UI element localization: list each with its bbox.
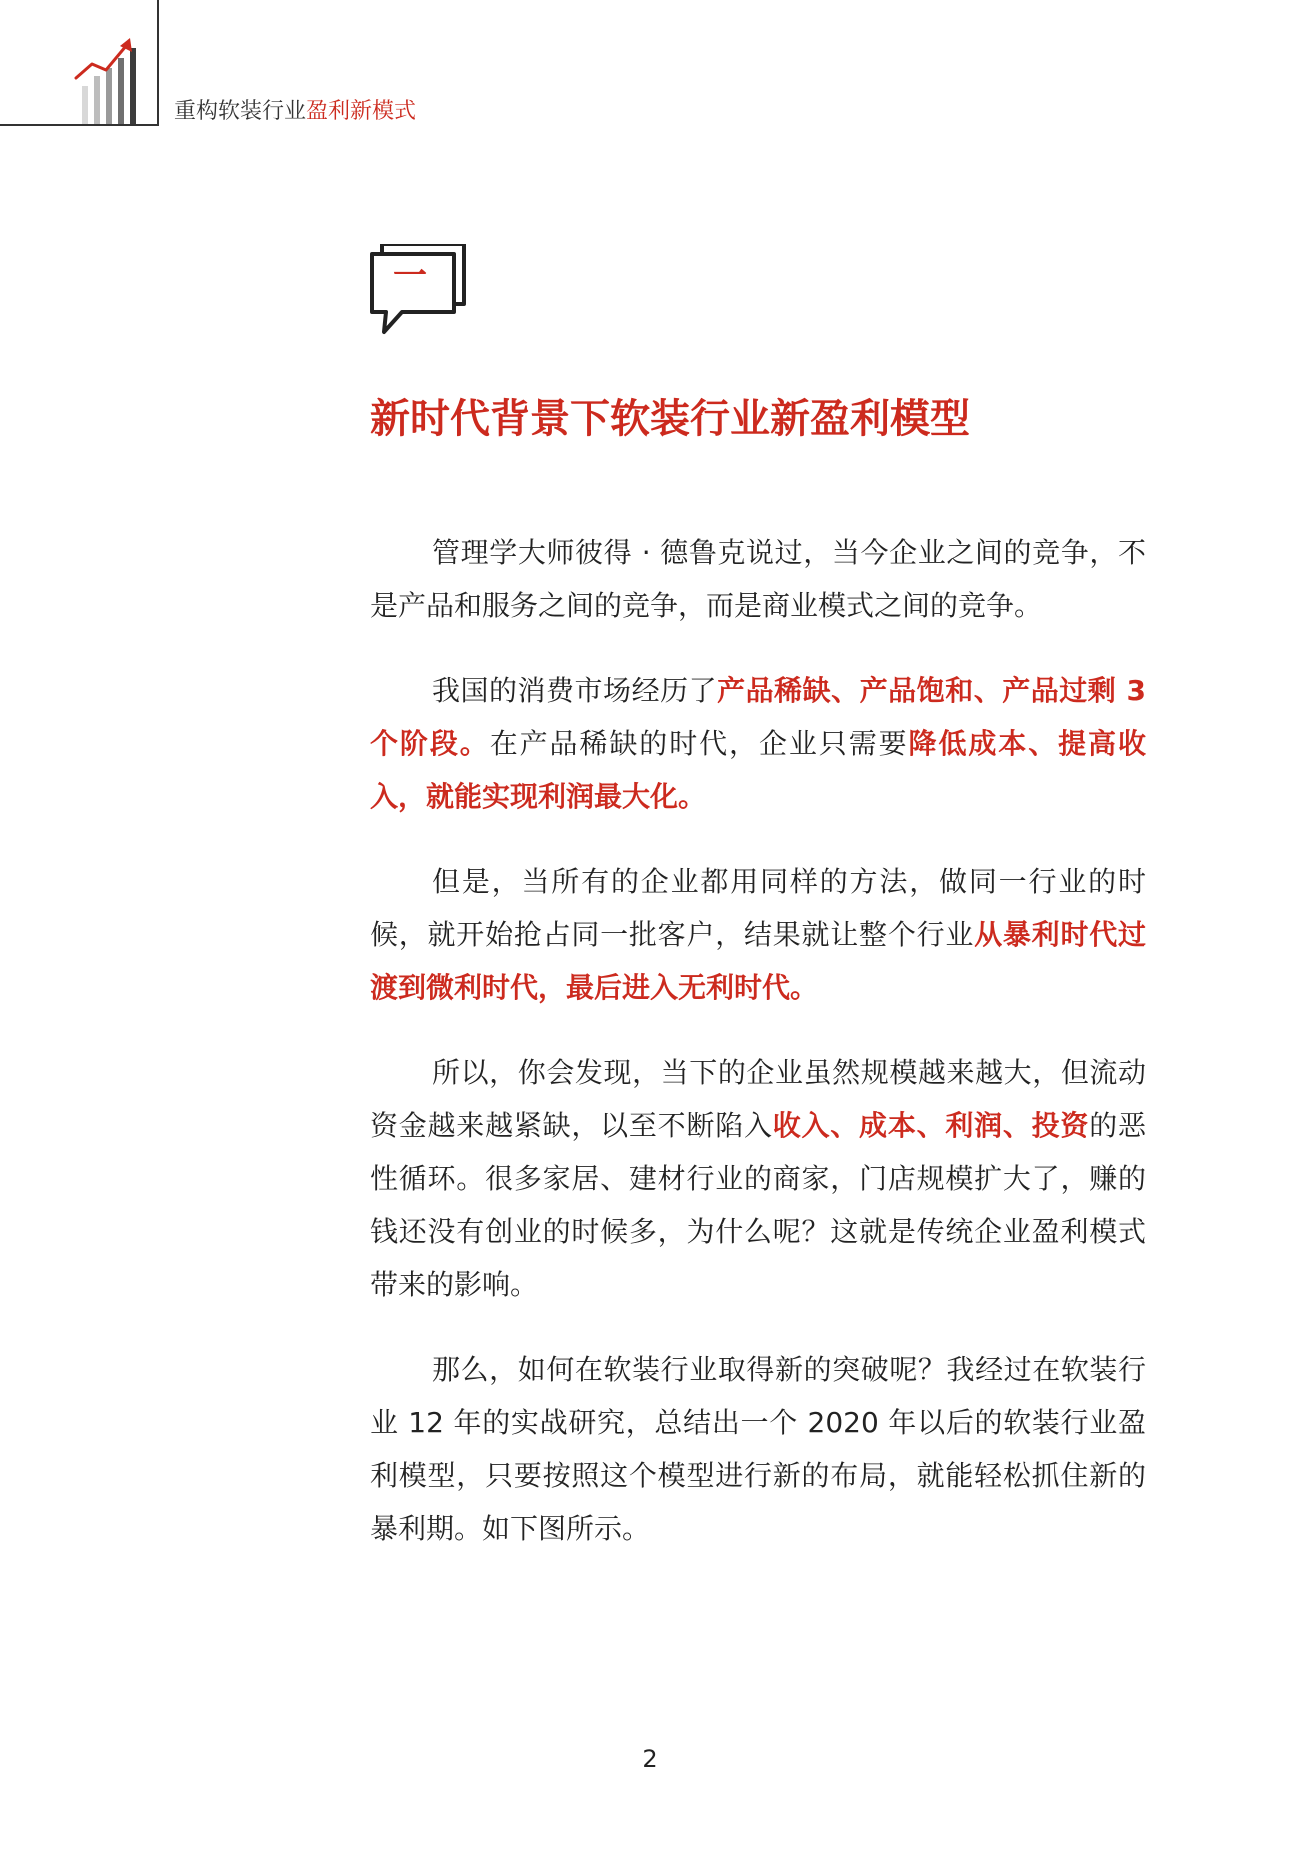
paragraph-4: [370, 1046, 1146, 1311]
paragraph-2-text-1: 我国的消费市场经历了: [432, 674, 718, 707]
header-title-accent: 盈利新模式: [306, 99, 417, 124]
paragraph-4-text-1: 所以，你会发现，当下的企业虽然规模越来越大，但流动资金越来越紧缺，以至不断陷入: [370, 1056, 1146, 1142]
paragraph-3-highlight-1: 从暴利时代过渡到微利时代，最后进入无利时代。: [370, 918, 1146, 1004]
header-divider-horizontal: [0, 124, 158, 126]
paragraph-3: [370, 855, 1146, 1014]
paragraph-4-highlight-1: 收入、成本、利润、投资: [772, 1109, 1090, 1142]
header-title-main: 重构软装行业: [174, 99, 307, 124]
paragraph-1: [370, 526, 1146, 632]
paragraph-2: [370, 664, 1146, 823]
paragraph-1-text: 管理学大师彼得 · 德鲁克说过，当今企业之间的竞争，不是产品和服务之间的竞争，而是商业模式之间的竞争。: [370, 536, 1146, 622]
body-text: [370, 526, 1146, 1587]
paragraph-2-highlight-1: 产品稀缺、产品饱和、产品过剩 3 个阶段。: [370, 674, 1146, 760]
paragraph-5: [370, 1343, 1146, 1555]
page-number: 2: [642, 1745, 658, 1773]
section-title: 新时代背景下软装行业新盈利模型: [370, 395, 970, 442]
paragraph-5-text-1: 那么，如何在软装行业取得新的突破呢？我经过在软装行业 12 年的实战研究，总结出一个 2020 年以后的软装行业盈利模型，只要按照这个模型进行新的布局，就能轻松抓住新的暴利期。如下图所示。: [370, 1353, 1146, 1545]
header-divider-vertical: [157, 0, 159, 126]
paragraph-2-text-2: 在产品稀缺的时代，企业只需要: [489, 727, 909, 760]
running-header-title: [174, 98, 416, 126]
paragraph-3-text-1: 但是，当所有的企业都用同样的方法，做同一行业的时候，就开始抢占同一批客户，结果就让整个行业: [370, 865, 1146, 951]
chapter-speech-bubble-icon: [368, 244, 468, 336]
paragraph-4-text-2: 的恶性循环。很多家居、建材行业的商家，门店规模扩大了，赚的钱还没有创业的时候多，为什么呢？这就是传统企业盈利模式带来的影响。: [370, 1109, 1146, 1301]
paragraph-2-highlight-2: 降低成本、提高收入，就能实现利润最大化。: [370, 727, 1146, 813]
chapter-numeral: 一: [393, 256, 427, 296]
growth-chart-logo-icon: [70, 30, 160, 126]
